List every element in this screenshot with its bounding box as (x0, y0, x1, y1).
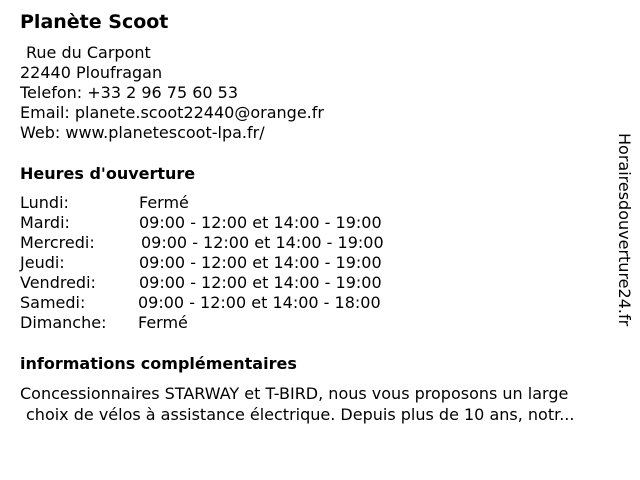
day-hours: 09:00 - 12:00 et 14:00 - 19:00 (141, 233, 384, 252)
site-watermark: Horairesdouverture24.fr (615, 133, 634, 327)
hours-row-wednesday (20, 233, 440, 253)
phone-number[interactable]: Telefon: +33 2 96 75 60 53 (20, 83, 239, 102)
hours-row-thursday (20, 253, 440, 273)
info-line: choix de vélos à assistance électrique. Depuis plus de 10 ans, notr... (26, 405, 575, 424)
day-label: Jeudi: (20, 253, 65, 272)
day-hours: 09:00 - 12:00 et 14:00 - 18:00 (138, 293, 381, 312)
website-link[interactable]: Web: www.planetescoot-lpa.fr/ (20, 123, 265, 142)
day-hours: 09:00 - 12:00 et 14:00 - 19:00 (139, 253, 382, 272)
day-label: Lundi: (20, 193, 69, 212)
city-postcode: 22440 Ploufragan (20, 63, 163, 82)
address-block (20, 43, 324, 143)
day-label: Mardi: (20, 213, 70, 232)
additional-info-heading: informations complémentaires (20, 354, 297, 373)
day-hours: Fermé (139, 193, 189, 212)
hours-row-sunday (20, 313, 440, 333)
day-label: Mercredi: (20, 233, 95, 252)
day-hours: Fermé (138, 313, 188, 332)
info-line: Concessionnaires STARWAY et T-BIRD, nous vous proposons un large (20, 384, 569, 403)
hours-row-friday (20, 273, 440, 293)
day-hours: 09:00 - 12:00 et 14:00 - 19:00 (139, 213, 382, 232)
day-label: Samedi: (20, 293, 86, 312)
day-label: Vendredi: (20, 273, 96, 292)
opening-hours-table (20, 193, 440, 333)
business-title: Planète Scoot (20, 11, 169, 33)
email-address[interactable]: Email: planete.scoot22440@orange.fr (20, 103, 324, 122)
hours-row-saturday (20, 293, 440, 313)
additional-info-text (20, 383, 625, 425)
day-label: Dimanche: (20, 313, 107, 332)
hours-row-tuesday (20, 213, 440, 233)
street-address: Rue du Carpont (26, 43, 151, 62)
hours-row-monday (20, 193, 440, 213)
opening-hours-heading: Heures d'ouverture (20, 164, 196, 183)
day-hours: 09:00 - 12:00 et 14:00 - 19:00 (139, 273, 382, 292)
